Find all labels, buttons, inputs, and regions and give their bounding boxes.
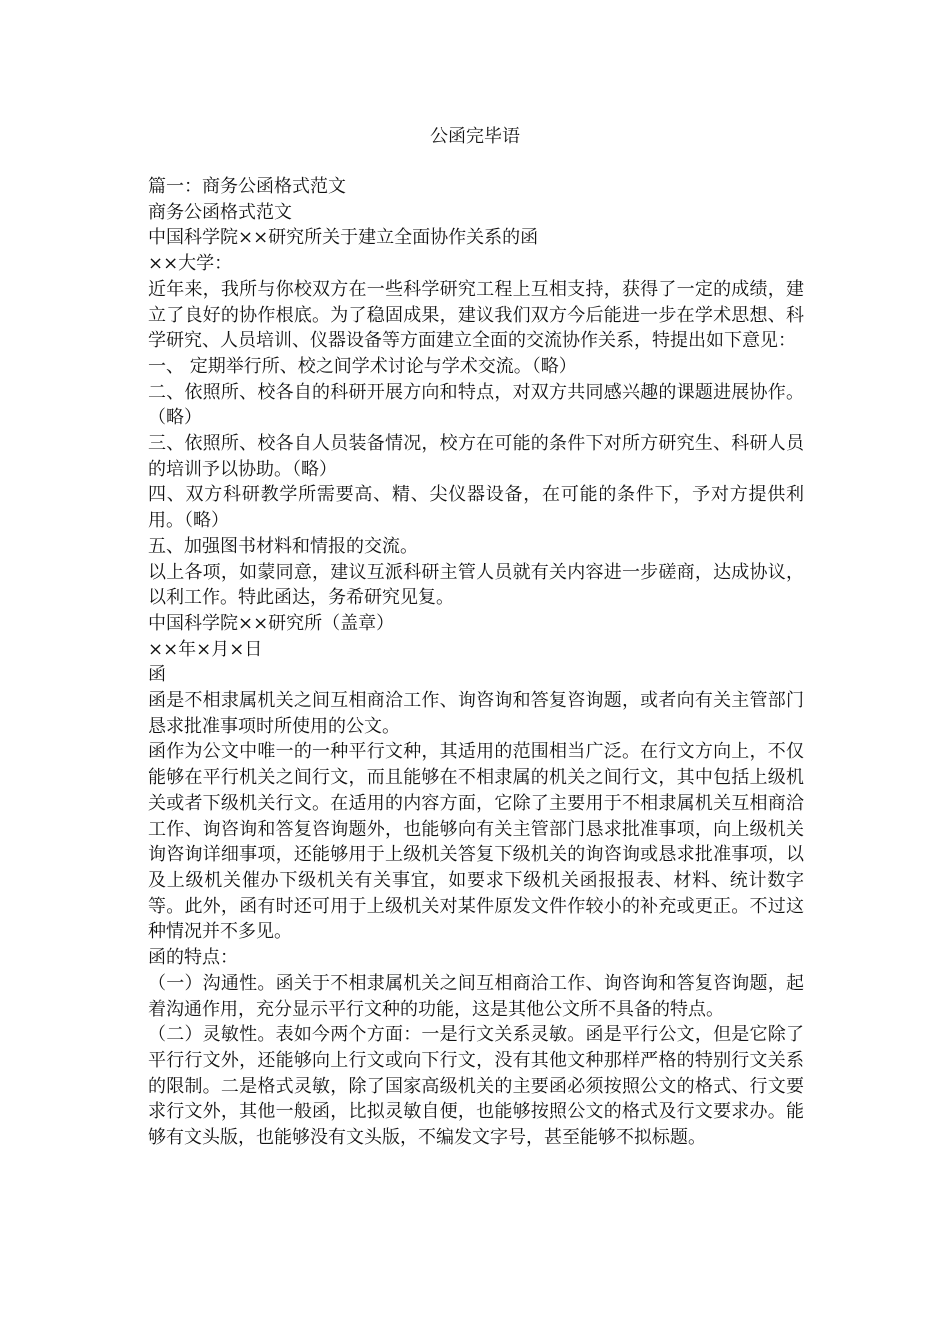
letter-item: 三、依照所、校各自人员装备情况，校方在可能的条件下对所方研究生、科研人员的培训予以协助。（略） (148, 433, 804, 480)
letter-item: 五、加强图书材料和情报的交流。 (148, 535, 418, 557)
letter-paragraph: 近年来，我所与你校双方在一些科学研究工程上互相支持，获得了一定的成绩，建立了良好的协作根底。为了稳固成果，建议我们双方今后能进一步在学术思想、科学研究、人员培训、仪器设备等方面建立全面的交流协作关系，特提出如下意见： (148, 278, 804, 352)
section-heading: 函的特点： (148, 947, 238, 969)
letter-closing: 以上各项，如蒙同意，建议互派科研主管人员就有关内容进一步磋商，达成协议，以利工作。特此函达，务希研究见复。 (148, 561, 804, 609)
letter-item: 二、依照所、校各自的科研开展方向和特点，对双方共同感兴趣的课题进展协作。（略） (148, 381, 804, 429)
letter-salutation: ××大学： (148, 253, 233, 275)
document-title: 公函完毕语 (430, 126, 520, 147)
letter-item: 四、双方科研教学所需要高、精、尖仪器设备，在可能的条件下，予对方提供利用。（略） (148, 484, 804, 532)
body-paragraph: 函作为公文中唯一的一种平行文种，其适用的范围相当广泛。在行文方向上，不仅能够在平行机关之间行文，而且能够在不相隶属的机关之间行文，其中包括上级机关或者下级机关行文。在适用的内容方面，它除了主要用于不相隶属机关互相商洽工作、询咨询和答复咨询题外，也能够向有关主管部门恳求批准事项，向上级机关询咨询详细事项，还能够用于上级机关答复下级机关的询咨询或恳求批准事项，以及上级机关催办下级机关有关事宜，如要求下级机关函报报表、材料、统计数字等。此外，函有时还可用于上级机关对某件原发文件作较小的补充或更正。不过这种情况并不多见。 (148, 741, 804, 943)
body-paragraph: 函是不相隶属机关之间互相商洽工作、询咨询和答复咨询题，或者向有关主管部门恳求批准事项时所使用的公文。 (148, 690, 804, 737)
body-paragraph: （一）沟通性。函关于不相隶属机关之间互相商洽工作、询咨询和答复咨询题，起着沟通作用，充分显示平行文种的功能，这是其他公文所不具备的特点。 (148, 972, 804, 1020)
section-heading: 函 (148, 664, 166, 686)
body-paragraph: （二）灵敏性。表如今两个方面：一是行文关系灵敏。函是平行公文，但是它除了平行行文外，还能够向上行文或向下行文，没有其他文种那样严格的特别行文关系的限制。二是格式灵敏，除了国家高级机关的主要函必须按照公文的格式、行文要求行文外，其他一般函，比拟灵敏自便，也能够按照公文的格式及行文要求办。能够有文头版，也能够没有文头版，不编发文字号，甚至能够不拟标题。 (148, 1024, 804, 1149)
letter-title: 中国科学院××研究所关于建立全面协作关系的函 (148, 227, 539, 249)
section-heading: 篇一：商务公函格式范文 (148, 176, 346, 197)
letter-date: ××年×月×日 (148, 638, 263, 660)
sub-heading: 商务公函格式范文 (148, 201, 292, 223)
letter-item: 一、 定期举行所、校之间学术讨论与学术交流。（略） (148, 355, 577, 377)
letter-signature: 中国科学院××研究所（盖章） (148, 612, 395, 634)
document-body (148, 174, 804, 1151)
